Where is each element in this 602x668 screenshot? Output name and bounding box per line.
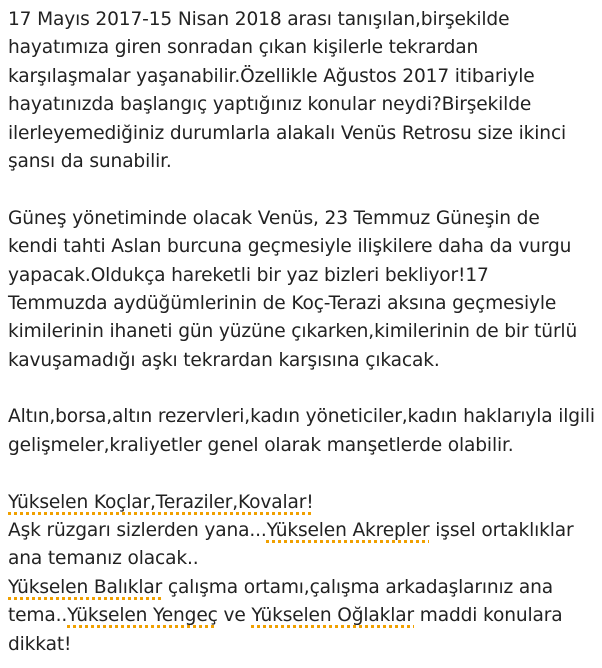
text-segment: işsel ortaklıklar bbox=[429, 520, 574, 542]
spellcheck-underlined-text[interactable]: Yükselen Balıklar bbox=[8, 576, 163, 598]
text-line: şansı da sunabilir. bbox=[8, 150, 172, 172]
text-line: ana temanız olacak.. bbox=[8, 548, 199, 570]
paragraph-venus-retro bbox=[8, 6, 592, 176]
spellcheck-underlined-text[interactable]: Yükselen Koçlar,Teraziler,Kovalar! bbox=[8, 491, 314, 513]
text-line: Güneş yönetiminde olacak Venüs, 23 Temmuz Güneşin de bbox=[8, 207, 540, 229]
spellcheck-underlined-text[interactable]: Yükselen Akrepler bbox=[266, 520, 430, 542]
text-line: hayatınızda başlangıç yaptığınız konular neydi?Birşekilde bbox=[8, 94, 532, 116]
text-line bbox=[8, 602, 592, 630]
text-segment: ve bbox=[217, 605, 252, 627]
text-line: Temmuzda aydüğümlerinin de Koç-Terazi aksına geçmesiyle bbox=[8, 292, 557, 314]
text-line: kendi tahti Aslan burcuna geçmesiyle ilişkilere daha da vurgu bbox=[8, 236, 572, 258]
text-line: karşılaşmalar yaşanabilir.Özellikle Ağustos 2017 itibariyle bbox=[8, 65, 535, 87]
text-segment: tema.. bbox=[8, 605, 68, 627]
text-segment: çalışma ortamı,çalışma arkadaşlarınız ana bbox=[162, 576, 554, 598]
text-line: Altın,borsa,altın rezervleri,kadın yöneticiler,kadın haklarıyla ilgili bbox=[8, 406, 595, 428]
text-line: kavuşamadığı aşkı tekrardan karşısına çıkacak. bbox=[8, 349, 440, 371]
text-segment: maddi konulara bbox=[414, 605, 563, 627]
text-line: dikkat! bbox=[8, 633, 72, 655]
text-line bbox=[8, 489, 592, 517]
text-line bbox=[8, 574, 592, 602]
paragraph-spacer bbox=[8, 176, 592, 204]
text-line: ilerleyemediğiniz durumlarla alakalı Venüs Retrosu size ikinci bbox=[8, 122, 567, 144]
spellcheck-underlined-text[interactable]: Yükselen Yengeç bbox=[67, 605, 218, 627]
text-line: yapacak.Oldukça hareketli bir yaz bizleri bekliyor!17 bbox=[8, 264, 489, 286]
paragraph-gunes-yonetimi bbox=[8, 205, 592, 375]
text-line: gelişmeler,kraliyetler genel olarak manşetlerde olabilir. bbox=[8, 434, 514, 456]
text-line: kimilerinin ihaneti gün yüzüne çıkarken,kimilerinin de bir türlü bbox=[8, 321, 578, 343]
paragraph-spacer bbox=[8, 375, 592, 403]
text-segment: Aşk rüzgarı sizlerden yana... bbox=[8, 520, 267, 542]
text-line bbox=[8, 517, 592, 545]
text-line: hayatımıza giren sonradan çıkan kişilerle tekrardan bbox=[8, 37, 479, 59]
text-line: 17 Mayıs 2017-15 Nisan 2018 arası tanışılan,birşekilde bbox=[8, 9, 510, 30]
paragraph-altin-borsa bbox=[8, 403, 595, 460]
paragraph-yukselenler bbox=[8, 489, 592, 659]
spellcheck-underlined-text[interactable]: Yükselen Oğlaklar bbox=[251, 605, 414, 627]
paragraph-spacer bbox=[8, 460, 592, 488]
